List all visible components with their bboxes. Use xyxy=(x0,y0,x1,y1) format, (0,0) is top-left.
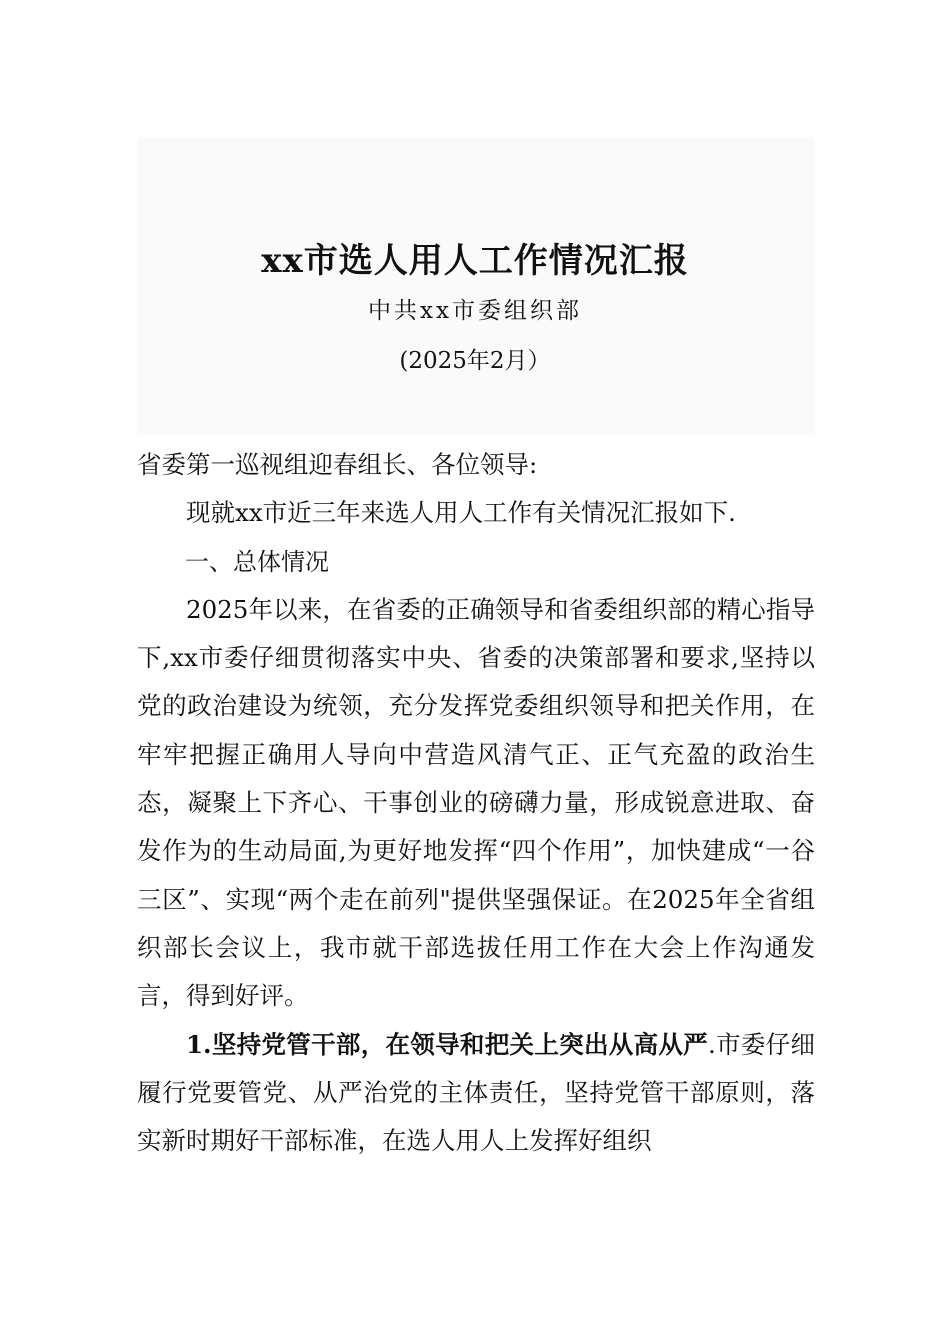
point-1-lead: 1.坚持党管干部，在领导和把关上突出从高从严 xyxy=(186,1029,708,1059)
overview-paragraph: 2025年以来，在省委的正确领导和省委组织部的精心指导下,xx市委仔细贯彻落实中央、省委的决策部署和要求,坚持以党的政治建设为统领，充分发挥党委组织领导和把关作用，在牢牢把握正确用人导向中营造风清气正、正气充盈的政治生态，凝聚上下齐心、干事创业的磅礴力量，形成锐意进取、奋发作为的生动局面,为更好地发挥“四个作用”，加快建成“一谷三区”、实现“两个走在前列"提供坚强保证。在2025年全省组织部长会议上，我市就干部选拔任用工作在大会上作沟通发言，得到好评。 xyxy=(137,594,815,1011)
salutation: 省委第一巡视组迎春组长、各位领导: xyxy=(137,450,538,479)
point-1-text: .市委仔细履行党要管党、从严治党的主体责任，坚持党管干部原则，落实新时期好干部标准，在选人用人上发挥好组织 xyxy=(137,1029,815,1156)
document-date: (2025年2月） xyxy=(399,348,551,374)
intro-paragraph: 现就xx市近三年来选人用人工作有关情况汇报如下. xyxy=(186,498,736,528)
issuing-organization: 中共xx市委组织部 xyxy=(368,298,582,324)
section-heading: 一、总体情况 xyxy=(185,547,329,576)
title-block-background xyxy=(137,137,815,435)
document-body xyxy=(137,441,815,1165)
document-title: xx市选人用人工作情况汇报 xyxy=(261,241,689,281)
point-1-paragraph xyxy=(137,1021,815,1166)
